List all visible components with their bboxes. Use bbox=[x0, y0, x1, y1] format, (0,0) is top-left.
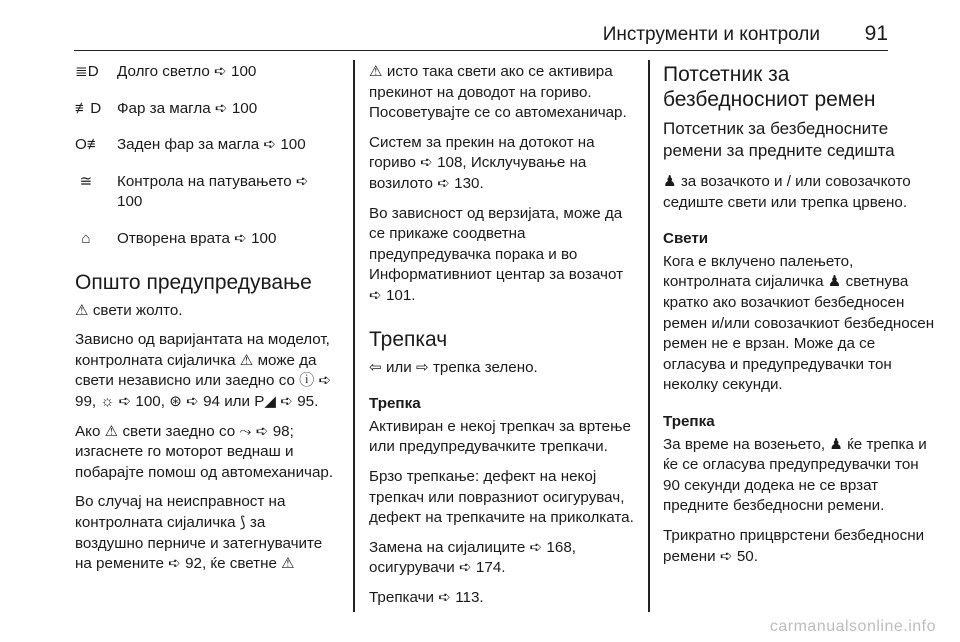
paragraph: Трикратно прицврстени безбедносни ремени ➪ 50. bbox=[663, 526, 925, 565]
column-3 bbox=[663, 62, 935, 576]
paragraph: Систем за прекин на дотокот на гориво ➪ 108, Исклучување на возилото ➪ 130. bbox=[369, 133, 595, 192]
indicator-item bbox=[75, 135, 337, 156]
subheading: Трепка bbox=[663, 412, 715, 430]
column-divider bbox=[648, 60, 650, 612]
paragraph: Во зависност од верзијата, може да се прикаже соодветна предупредувачка порака и во Информативниот центар за возачот ➪ 101. bbox=[369, 204, 624, 304]
paragraph: Кога е вклучено палењето, контролната сијаличка ♟ светнува кратко ако возачкиот безбедносен ремен и/или совозачкиот безбедносен ремен не е врзан. Може да се огласува и предупредувачки тон неколку секунди. bbox=[663, 252, 935, 394]
cruise-control-icon: ≅ bbox=[79, 172, 93, 190]
column-2 bbox=[369, 62, 639, 617]
indicator-item bbox=[75, 172, 337, 213]
paragraph: Активиран е некој трепкач за вртење или предупредувачките трепкачи. bbox=[369, 417, 631, 456]
paragraph: Во случај на неисправност на контролната сијаличка ⟆ за воздушно перниче и затегнувачите на ремените ➪ 92, ќе светне ⚠ bbox=[75, 493, 323, 573]
paragraph: ⇦ или ⇨ трепка зелено. bbox=[369, 358, 538, 376]
paragraph: Брзо трепкање: дефект на некој трепкач или повразниот осигурувач, дефект на трепкачите на приколката. bbox=[369, 467, 634, 527]
section-heading: Трепкач bbox=[369, 327, 448, 351]
paragraph: Ако ⚠ свети заедно со ⤳ ➪ 98; изгаснете го моторот веднаш и побарајте помош од автомеханичар. bbox=[75, 422, 334, 481]
watermark: carmanualsonline.info bbox=[769, 618, 936, 635]
indicator-text: Контрола на патувањето ➪ 100 bbox=[117, 172, 309, 211]
indicator-text: Отворена врата ➪ 100 bbox=[117, 229, 277, 247]
column-1 bbox=[75, 62, 337, 584]
subheading: Трепка bbox=[369, 395, 421, 413]
page-header bbox=[74, 0, 888, 51]
rear-fog-light-icon: O≢ bbox=[75, 136, 103, 154]
paragraph: Замена на сијалиците ➪ 168, осигурувачи ➪ 174. bbox=[369, 538, 576, 577]
section-heading: Општо предупредување bbox=[75, 270, 312, 294]
indicator-item bbox=[75, 99, 337, 120]
header-title: Инструменти и контроли bbox=[602, 24, 820, 45]
section-heading: Потсетник за безбедносниот ремен bbox=[663, 63, 876, 111]
indicator-text: Долго светло ➪ 100 bbox=[117, 63, 257, 80]
paragraph: Трепкачи ➪ 113. bbox=[369, 588, 484, 606]
page-number: 91 bbox=[864, 22, 888, 45]
paragraph: Зависно од варијантата на моделот, контролната сијаличка ⚠ може да свети независно или заедно со ⓘ ➪ 99, ☼ ➪ 100, ⊛ ➪ 94 или P◢ ➪ 95. bbox=[75, 331, 332, 410]
fog-light-icon: ≢D bbox=[75, 99, 102, 117]
indicator-item bbox=[75, 229, 337, 250]
door-open-icon: ⌂ bbox=[81, 229, 91, 247]
indicator-text: Фар за магла ➪ 100 bbox=[117, 99, 258, 117]
paragraph: За време на возењето, ♟ ќе трепка и ќе се огласува предупредувачки тон 90 секунди додека не се врзат предните безбедносни ремени. bbox=[663, 435, 927, 515]
column-divider bbox=[353, 60, 355, 612]
paragraph: ⚠ исто така свети ако се активира прекинот на доводот на гориво. Посоветувајте се со автомеханичар. bbox=[369, 63, 627, 122]
high-beam-icon: ≣D bbox=[75, 63, 99, 80]
indicator-text: Заден фар за магла ➪ 100 bbox=[117, 136, 306, 154]
subsection-heading: Потсетник за безбедносните ремени за предните седишта bbox=[663, 119, 895, 160]
indicator-item bbox=[75, 62, 337, 83]
paragraph: ♟ за возачкото и / или совозачкото седиште свети или трепка црвено. bbox=[663, 173, 911, 211]
paragraph: ⚠ свети жолто. bbox=[75, 301, 183, 319]
subheading: Свети bbox=[663, 230, 709, 248]
